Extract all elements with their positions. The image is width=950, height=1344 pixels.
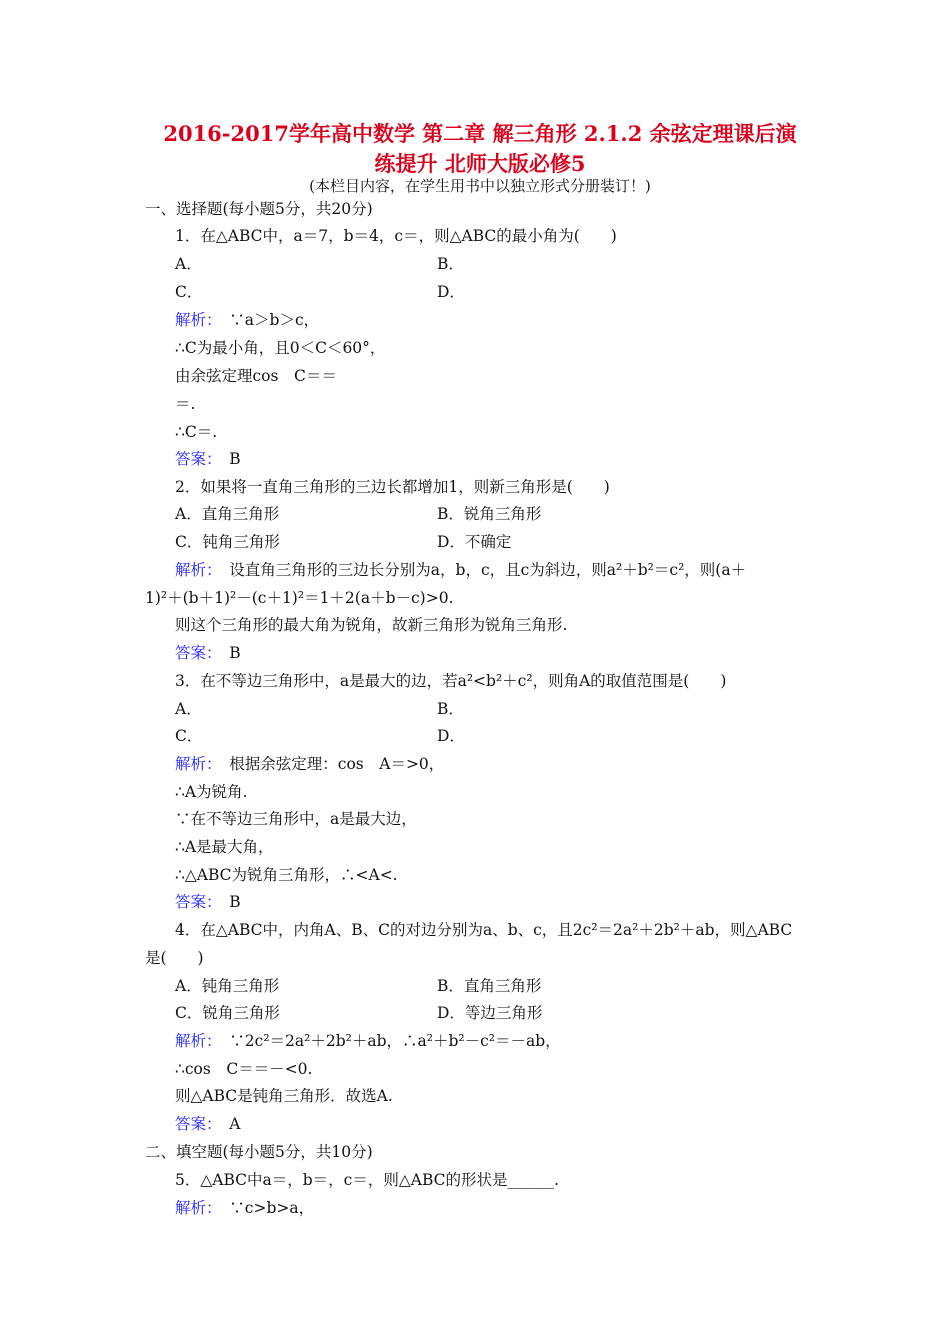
answer-label: 答案： (175, 1115, 214, 1133)
q1-step: 由余弦定理cos C＝＝ (175, 367, 337, 385)
analysis-label: 解析： (175, 561, 214, 579)
q4-option-b: B．直角三角形 (437, 977, 542, 995)
doc-title-line1: 2016-2017学年高中数学 第二章 解三角形 2.1.2 余弦定理课后演 (163, 121, 797, 146)
q2-option-a: A．直角三角形 (175, 505, 280, 523)
q3-answer (175, 891, 241, 913)
q1-answer (175, 448, 241, 470)
binding-note: (本栏目内容，在学生用书中以独立形式分册装订！) (309, 177, 651, 195)
q1-stem: 1．在△ABC中，a＝7，b＝4，c＝，则△ABC的最小角为( ) (175, 227, 617, 245)
q3-step: ∴A是最大角， (175, 838, 274, 856)
section-heading-choice: 一、选择题(每小题5分，共20分) (145, 200, 373, 218)
q2-analysis (175, 559, 746, 581)
q3-answer-value: B (229, 893, 241, 911)
q2-step: 则这个三角形的最大角为锐角，故新三角形为锐角三角形. (175, 616, 568, 634)
q4-answer (175, 1113, 240, 1135)
q1-option-a: A． (175, 255, 202, 273)
q2-option-d: D．不确定 (437, 533, 512, 551)
q3-step: ∴△ABC为锐角三角形，∴<A<. (175, 866, 398, 884)
q3-step: ∴A为锐角. (175, 783, 248, 801)
section-heading-fill: 二、填空题(每小题5分，共10分) (145, 1143, 373, 1161)
q3-stem: 3．在不等边三角形中，a是最大的边，若a²<b²＋c²，则角A的取值范围是( ) (175, 672, 727, 690)
q4-option-a: A．钝角三角形 (175, 977, 280, 995)
q5-stem: 5．△ABC中a＝，b＝，c＝，则△ABC的形状是______. (175, 1171, 559, 1189)
q4-answer-value: A (229, 1115, 241, 1133)
q2-step: 1)²＋(b＋1)²－(c＋1)²＝1＋2(a＋b－c)>0. (145, 589, 454, 607)
analysis-label: 解析： (175, 755, 214, 773)
q1-answer-value: B (229, 450, 241, 468)
q1-option-c: C． (175, 283, 203, 301)
q3-analysis-text: 根据余弦定理：cos A＝>0， (229, 755, 445, 773)
answer-label: 答案： (175, 644, 214, 662)
q1-option-d: D． (437, 283, 465, 301)
q1-analysis (175, 309, 319, 331)
q4-step: 则△ABC是钝角三角形．故选A. (175, 1087, 393, 1105)
q1-option-b: B． (437, 255, 464, 273)
analysis-label: 解析： (175, 311, 214, 329)
q4-analysis-text: ∵2c²＝2a²＋2b²＋ab，∴a²＋b²－c²＝－ab， (229, 1032, 561, 1050)
analysis-label: 解析： (175, 1199, 214, 1217)
q3-step: ∵在不等边三角形中，a是最大边， (175, 810, 417, 828)
q2-option-b: B．锐角三角形 (437, 505, 542, 523)
q4-stem: 4．在△ABC中，内角A、B、C的对边分别为a、b、c，且2c²＝2a²＋2b²＋ab，则△ABC (175, 921, 793, 939)
analysis-label: 解析： (175, 1032, 214, 1050)
answer-label: 答案： (175, 450, 214, 468)
q4-step: ∴cos C＝＝－<0. (175, 1060, 313, 1078)
q1-analysis-text: ∵a＞b＞c， (229, 311, 320, 329)
q4-analysis (175, 1030, 561, 1052)
q2-analysis-text: 设直角三角形的三边长分别为a，b，c，且c为斜边，则a²＋b²＝c²，则(a＋ (229, 561, 747, 579)
q5-analysis (175, 1197, 314, 1219)
q2-option-c: C．钝角三角形 (175, 533, 280, 551)
q4-option-d: D．等边三角形 (437, 1004, 543, 1022)
q3-option-c: C． (175, 727, 203, 745)
q1-step: ＝. (175, 395, 196, 413)
q3-option-a: A． (175, 700, 202, 718)
answer-label: 答案： (175, 893, 214, 911)
q2-answer-value: B (229, 644, 241, 662)
q2-answer (175, 642, 241, 664)
q3-option-d: D． (437, 727, 465, 745)
q2-stem: 2．如果将一直角三角形的三边长都增加1，则新三角形是( ) (175, 478, 610, 496)
q3-analysis (175, 753, 444, 775)
q5-analysis-text: ∵c>b>a， (229, 1199, 315, 1217)
q4-stem-cont: 是( ) (145, 949, 204, 967)
q3-option-b: B． (437, 700, 464, 718)
q4-option-c: C．锐角三角形 (175, 1004, 280, 1022)
q1-step: ∴C＝. (175, 423, 218, 441)
doc-title-line2: 练提升 北师大版必修5 (374, 151, 586, 176)
q1-step: ∴C为最小角，且0＜C＜60°， (175, 339, 386, 357)
